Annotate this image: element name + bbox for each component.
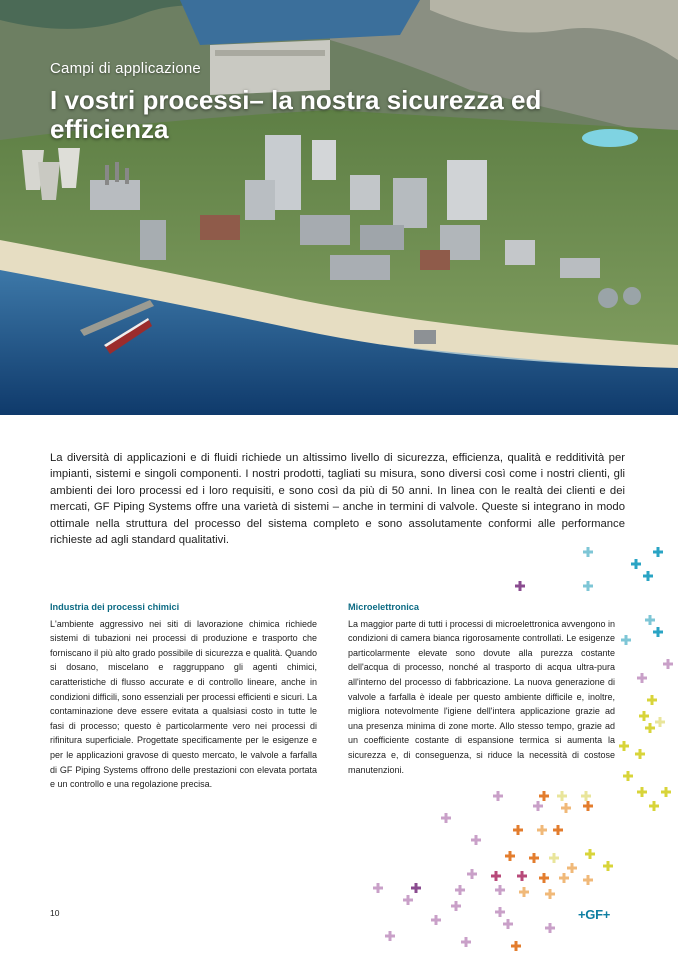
plus-icon — [645, 723, 655, 733]
plus-icon — [653, 547, 663, 557]
plus-icon — [503, 919, 513, 929]
plus-icon — [403, 895, 413, 905]
plus-icon — [441, 813, 451, 823]
plus-icon — [539, 791, 549, 801]
intro-paragraph: La diversità di applicazioni e di fluidi richiede un altissimo livello di sicurezza, efficienza, qualità e redditività per impianti, sistemi e singoli componenti. I nostri prodotti, tagliati su misura, sono diversi così come i nostri clienti, gli ambienti dei loro processi ed i loro requisiti, e sono così da più di 50 anni. In linea con le realtà dei clienti e dei mercati, GF Piping Systems offre una varietà di sistemi – anche in termini di valvole. Queste si integrano in modo ottimale nella struttura del processo del sistema completo e sono assolutamente conformi alle performance richieste ad agli standard qualitativi. — [50, 452, 625, 547]
plus-icon — [505, 851, 515, 861]
plus-icon — [553, 825, 563, 835]
plus-icon — [643, 571, 653, 581]
plus-icon — [661, 787, 671, 797]
plus-icon — [653, 627, 663, 637]
plus-icon — [637, 673, 647, 683]
plus-icon — [545, 923, 555, 933]
plus-icon — [561, 803, 571, 813]
plus-icon — [455, 885, 465, 895]
plus-icon — [495, 907, 505, 917]
hero-image — [0, 0, 678, 415]
column-body: L'ambiente aggressivo nei siti di lavorazione chimica richiede sistemi di tubazioni nei processi di produzione e trasporto che forniscano il più alto grado possibile di sicurezza e qualità. Quando si dosano, miscelano e raggruppano gli agenti chimici, caratteristiche di flusso accurate e di controllo lineare, anche in condizioni difficili, sono essenziali per processi efficienti e sicuri. La contaminazione deve essere evitata a qualsiasi costo in tutte le fasi di processo; questo è particolarmente vero nei processi di rifinitura superficiale. Progettate specificamente per le esigenze e per le applicazioni gravose di questo mercato, le valvole a farfalla di GF Piping Systems offrono delle prestazioni con elevata portata e un controllo e una regolazione precisa. — [50, 618, 317, 790]
column-body: La maggior parte di tutti i processi di microelettronica avvengono in condizioni di camera bianca rigorosamente controllati. Le esigenze particolarmente elevate sono dovute alla purezza costante dell'acqua di processo, nonché al trasporto di acqua ultra-pura all'interno del processo di fabbricazione. La nuova generazione di valvole a farfalla è ideale per questo ambiente difficile e, inoltre, migliora notevolmente l'igiene dell'intera applicazione grazie ad una presenza minima di zone morte. Allo stesso tempo, grazie ad un coefficiente costante di espansione termica si aumenta la sicurezza e, di conseguenza, si riduce la necessità di costose manutenzioni. — [348, 618, 615, 775]
plus-icon — [559, 873, 569, 883]
plus-icon — [451, 901, 461, 911]
plus-icon — [663, 659, 673, 669]
plus-icon — [385, 931, 395, 941]
plus-icon — [581, 791, 591, 801]
plus-icon — [515, 581, 525, 591]
plus-icon — [645, 615, 655, 625]
plus-icon — [529, 853, 539, 863]
plus-icon — [411, 883, 421, 893]
plus-icon — [539, 873, 549, 883]
plus-icon — [467, 869, 477, 879]
plus-icon — [533, 801, 543, 811]
page-number: 10 — [50, 908, 60, 918]
column-heading: Microelettronica — [348, 602, 419, 612]
gf-logo: +GF+ — [578, 907, 611, 922]
plus-icon — [557, 791, 567, 801]
plus-icon — [623, 771, 633, 781]
plus-icon — [471, 835, 481, 845]
section-kicker: Campi di applicazione — [50, 60, 201, 77]
plus-icon — [635, 749, 645, 759]
column-heading: Industria dei processi chimici — [50, 602, 180, 612]
plus-icon — [545, 889, 555, 899]
plus-icon — [519, 887, 529, 897]
plus-icon — [567, 863, 577, 873]
plus-icon — [583, 801, 593, 811]
plus-icon — [655, 717, 665, 727]
plus-icon — [647, 695, 657, 705]
page-title: I vostri processi– la nostra sicurezza ed efficienza — [50, 85, 542, 144]
plus-icon — [461, 937, 471, 947]
plus-icon — [511, 941, 521, 951]
plus-icon — [583, 547, 593, 557]
plus-icon — [585, 849, 595, 859]
plus-icon — [619, 741, 629, 751]
plus-icon — [513, 825, 523, 835]
plus-icon — [517, 871, 527, 881]
plus-icon — [493, 791, 503, 801]
plus-icon — [621, 635, 631, 645]
plus-icon — [583, 875, 593, 885]
plus-icon — [431, 915, 441, 925]
plus-icon — [373, 883, 383, 893]
plus-icon — [603, 861, 613, 871]
plus-icon — [639, 711, 649, 721]
plus-icon — [637, 787, 647, 797]
plus-icon — [649, 801, 659, 811]
plus-icon — [549, 853, 559, 863]
column-chemical-industry — [50, 600, 317, 792]
plus-icon — [537, 825, 547, 835]
plus-icon — [631, 559, 641, 569]
plus-icon — [495, 885, 505, 895]
plus-icon — [491, 871, 501, 881]
plus-icon — [583, 581, 593, 591]
decorative-cross-pattern — [360, 540, 678, 959]
